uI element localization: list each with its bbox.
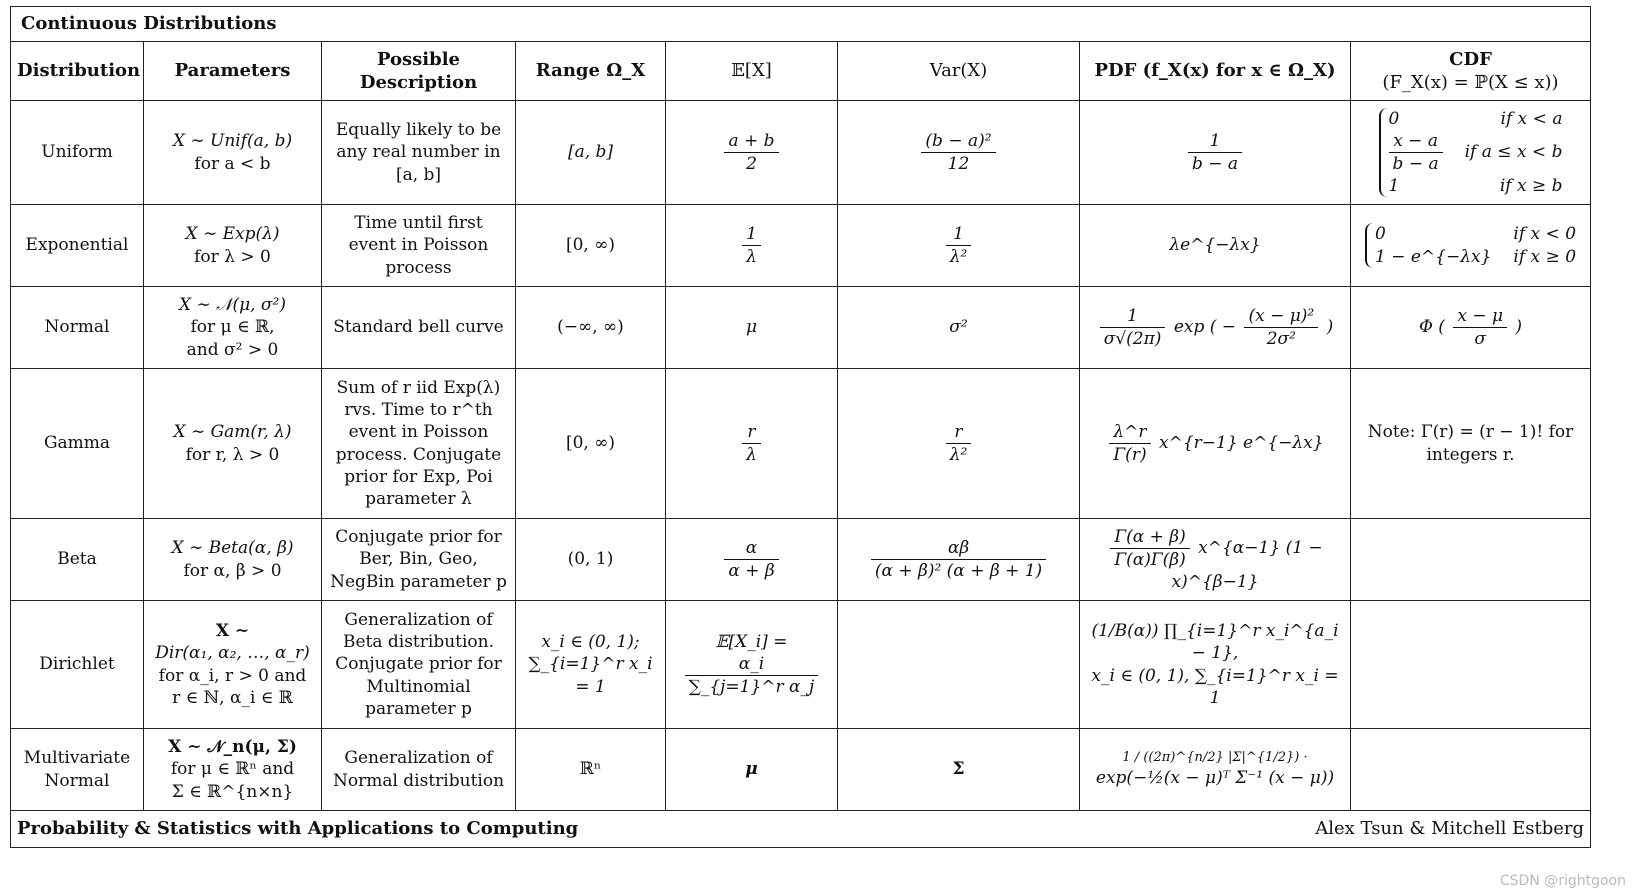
pdf-cell <box>1080 369 1351 519</box>
table-row-dirichlet <box>11 601 1591 729</box>
variance-cell <box>838 519 1080 601</box>
description-cell: Generalization of Beta distribution. Conjugate prior for Multinomial parameter p <box>322 601 516 729</box>
cdf-cond: if x ≥ 0 <box>1513 246 1577 267</box>
param-line: X ∼ Unif(a, b) <box>172 131 293 152</box>
range-cell <box>516 601 666 729</box>
param-line: for α, β > 0 <box>183 560 282 581</box>
frac-den: b − a <box>1392 154 1439 174</box>
cdf-cond: if x ≥ b <box>1499 176 1563 197</box>
frac-num: λ^r <box>1109 421 1150 444</box>
pdf-fraction <box>1110 526 1189 571</box>
pdf-fraction <box>1109 421 1150 466</box>
cdf-cell <box>1351 205 1591 287</box>
param-line: X ∼ Gam(r, λ) <box>173 422 292 443</box>
cdf-cases <box>1379 108 1563 197</box>
description-cell: Time until first event in Poisson process <box>322 205 516 287</box>
frac-den: (α + β)² (α + β + 1) <box>874 561 1043 581</box>
param-line: for μ ∈ ℝⁿ and <box>170 759 295 780</box>
frac-den: 2σ² <box>1266 329 1296 349</box>
variance-fraction <box>921 130 995 175</box>
header-cdf-sub: (F_X(x) = ℙ(X ≤ x)) <box>1382 72 1559 93</box>
frac-num: r <box>946 421 972 444</box>
distribution-name: Normal <box>11 287 144 369</box>
table-row-uniform <box>11 101 1591 205</box>
frac-den: Γ(r) <box>1113 445 1147 465</box>
cdf-cell <box>1351 519 1591 601</box>
pdf-tail: x^{r−1} e^{−λx} <box>1158 433 1324 453</box>
mean-cell <box>666 369 838 519</box>
cdf-cell <box>1351 101 1591 205</box>
parameters-cell <box>144 205 322 287</box>
mean-prefix: 𝔼[X_i] = <box>715 631 788 652</box>
footer-course-title: Probability & Statistics with Applications to Computing <box>17 818 579 840</box>
distribution-name: Beta <box>11 519 144 601</box>
pdf-exp-fraction <box>1244 305 1318 350</box>
param-line: Dir(α₁, α₂, …, α_r) <box>155 643 310 664</box>
pdf-line: x_i ∈ (0, 1), ∑_{i=1}^r x_i = 1 <box>1091 665 1339 708</box>
variance-fraction <box>946 421 972 466</box>
variance-cell <box>838 369 1080 519</box>
frac-num: Γ(α + β) <box>1110 526 1189 549</box>
param-line: for α_i, r > 0 and <box>158 665 307 686</box>
mean-cell <box>666 601 838 729</box>
parameters-cell <box>144 519 322 601</box>
frac-den: λ <box>746 247 757 267</box>
cdf-case: 0 <box>1375 224 1386 245</box>
table-row-gamma <box>11 369 1591 519</box>
cdf-prefix: Φ ( <box>1418 317 1445 337</box>
frac-num: α_i <box>685 653 819 676</box>
distribution-name: Uniform <box>11 101 144 205</box>
frac-den: σ <box>1474 329 1486 349</box>
param-line: and σ² > 0 <box>186 339 279 360</box>
param-line: Σ ∈ ℝ^{n×n} <box>171 781 294 802</box>
header-distribution: Distribution <box>11 42 144 101</box>
cdf-cond: if x < a <box>1500 108 1563 129</box>
pdf-fraction <box>1188 130 1242 175</box>
range-cell: [a, b] <box>516 101 666 205</box>
frac-num: x − μ <box>1453 305 1507 328</box>
frac-num: 1 <box>1188 130 1242 153</box>
pdf-line: 1 / ((2π)^{n/2} |Σ|^{1/2}) · <box>1122 750 1308 765</box>
distribution-name: Exponential <box>11 205 144 287</box>
frac-num: α <box>724 537 778 560</box>
pdf-cell <box>1080 519 1351 601</box>
frac-den: λ² <box>949 247 968 267</box>
watermark: CSDN @rightgoon <box>1499 873 1626 889</box>
description-cell: Sum of r iid Exp(λ) rvs. Time to r^th event in Poisson process. Conjugate prior for Exp, Poi parameter λ <box>322 369 516 519</box>
parameters-cell <box>144 369 322 519</box>
header-parameters: Parameters <box>144 42 322 101</box>
frac-num: 1 <box>946 223 972 246</box>
pdf-coef-fraction <box>1100 305 1166 350</box>
footer-authors: Alex Tsun & Mitchell Estberg <box>1315 818 1585 840</box>
pdf-exp-prefix: exp ( − <box>1173 317 1237 337</box>
pdf-cell <box>1080 601 1351 729</box>
header-range: Range Ω_X <box>516 42 666 101</box>
frac-den: 12 <box>947 154 970 174</box>
mean-cell: μ <box>666 729 838 811</box>
table-footer <box>11 811 1591 848</box>
frac-num: a + b <box>724 130 778 153</box>
header-pdf: PDF (f_X(x) for x ∈ Ω_X) <box>1080 42 1351 101</box>
continuous-distributions-table <box>10 6 1591 848</box>
mean-fraction <box>742 421 761 466</box>
param-line: X ∼ Exp(λ) <box>185 224 280 245</box>
frac-num: 1 <box>1100 305 1166 328</box>
param-line: for a < b <box>194 153 271 174</box>
frac-den: σ√(2π) <box>1103 329 1162 349</box>
parameters-cell <box>144 101 322 205</box>
frac-num: (b − a)² <box>921 130 995 153</box>
param-line: X ∼ <box>215 621 250 642</box>
frac-den: λ² <box>949 445 968 465</box>
frac-num: x − a <box>1389 130 1443 153</box>
variance-cell: Σ <box>838 729 1080 811</box>
distribution-name: Multivariate Normal <box>11 729 144 811</box>
mean-fraction <box>685 653 819 698</box>
pdf-line: exp(−½(x − μ)ᵀ Σ⁻¹ (x − μ)) <box>1095 767 1335 788</box>
header-mean: 𝔼[X] <box>666 42 838 101</box>
parameters-cell <box>144 601 322 729</box>
header-cdf <box>1351 42 1591 101</box>
frac-den: λ <box>746 445 757 465</box>
distribution-name: Gamma <box>11 369 144 519</box>
variance-cell <box>838 205 1080 287</box>
param-line: X ∼ Beta(α, β) <box>171 538 294 559</box>
param-line: r ∈ ℕ, α_i ∈ ℝ <box>172 687 293 708</box>
mean-cell: μ <box>666 287 838 369</box>
variance-cell: σ² <box>838 287 1080 369</box>
variance-fraction <box>871 537 1046 582</box>
variance-fraction <box>946 223 972 268</box>
mean-fraction <box>724 130 778 175</box>
pdf-cell <box>1080 287 1351 369</box>
range-cell: (−∞, ∞) <box>516 287 666 369</box>
frac-den: Γ(α)Γ(β) <box>1114 549 1186 570</box>
table-row-exponential <box>11 205 1591 287</box>
param-line: for μ ∈ ℝ, <box>190 317 275 338</box>
cdf-cond: if x < 0 <box>1513 224 1577 245</box>
cdf-cell <box>1351 729 1591 811</box>
cdf-cell <box>1351 601 1591 729</box>
frac-den: α + β <box>728 561 775 581</box>
range-cell: [0, ∞) <box>516 205 666 287</box>
header-variance: Var(X) <box>838 42 1080 101</box>
frac-den: b − a <box>1191 154 1239 174</box>
cdf-fraction <box>1453 305 1507 350</box>
pdf-cell: λe^{−λx} <box>1080 205 1351 287</box>
header-description: Possible Description <box>322 42 516 101</box>
frac-num: r <box>742 421 761 444</box>
description-cell: Generalization of Normal distribution <box>322 729 516 811</box>
table-row-beta <box>11 519 1591 601</box>
cdf-case: 1 <box>1388 176 1400 197</box>
range-line: x_i ∈ (0, 1); <box>541 632 640 653</box>
pdf-tail: x^{α−1} (1 − x)^{β−1} <box>1171 537 1323 593</box>
variance-cell <box>838 101 1080 205</box>
variance-cell <box>838 601 1080 729</box>
range-line: ∑_{i=1}^r x_i = 1 <box>528 654 653 697</box>
cdf-case-fraction <box>1389 130 1443 175</box>
table-row-multivariate-normal <box>11 729 1591 811</box>
pdf-cell <box>1080 101 1351 205</box>
mean-fraction <box>742 223 761 268</box>
param-line: for λ > 0 <box>194 246 271 267</box>
cdf-case: 0 <box>1388 108 1400 129</box>
param-line: X ∼ 𝒩(μ, σ²) <box>179 295 286 316</box>
header-cdf-title: CDF <box>1449 48 1492 70</box>
cdf-cell: Note: Γ(r) = (r − 1)! for integers r. <box>1351 369 1591 519</box>
cdf-cases <box>1365 223 1576 267</box>
frac-den: ∑_{j=1}^r α_j <box>688 677 815 698</box>
distribution-name: Dirichlet <box>11 601 144 729</box>
param-line: X ∼ 𝒩_n(μ, Σ) <box>168 737 297 758</box>
parameters-cell <box>144 287 322 369</box>
range-cell: [0, ∞) <box>516 369 666 519</box>
cdf-case: 1 − e^{−λx} <box>1375 246 1492 267</box>
description-cell: Equally likely to be any real number in [a, b] <box>322 101 516 205</box>
frac-num: αβ <box>871 537 1046 560</box>
cdf-cell <box>1351 287 1591 369</box>
mean-cell <box>666 519 838 601</box>
parameters-cell <box>144 729 322 811</box>
range-cell: (0, 1) <box>516 519 666 601</box>
pdf-line: (1/B(α)) ∏_{i=1}^r x_i^{a_i − 1}, <box>1091 621 1339 664</box>
mean-cell <box>666 101 838 205</box>
cdf-cond: if a ≤ x < b <box>1464 142 1563 163</box>
mean-cell <box>666 205 838 287</box>
cdf-suffix: ) <box>1515 317 1523 337</box>
frac-num: 1 <box>742 223 761 246</box>
range-cell: ℝⁿ <box>516 729 666 811</box>
table-title: Continuous Distributions <box>11 7 1591 42</box>
param-line: for r, λ > 0 <box>185 444 280 465</box>
mean-fraction <box>724 537 778 582</box>
description-cell: Standard bell curve <box>322 287 516 369</box>
table-row-normal <box>11 287 1591 369</box>
description-cell: Conjugate prior for Ber, Bin, Geo, NegBin parameter p <box>322 519 516 601</box>
pdf-cell <box>1080 729 1351 811</box>
frac-num: (x − μ)² <box>1244 305 1318 328</box>
frac-den: 2 <box>746 154 757 174</box>
pdf-exp-suffix: ) <box>1326 317 1334 337</box>
distribution-table-sheet <box>10 6 1590 848</box>
